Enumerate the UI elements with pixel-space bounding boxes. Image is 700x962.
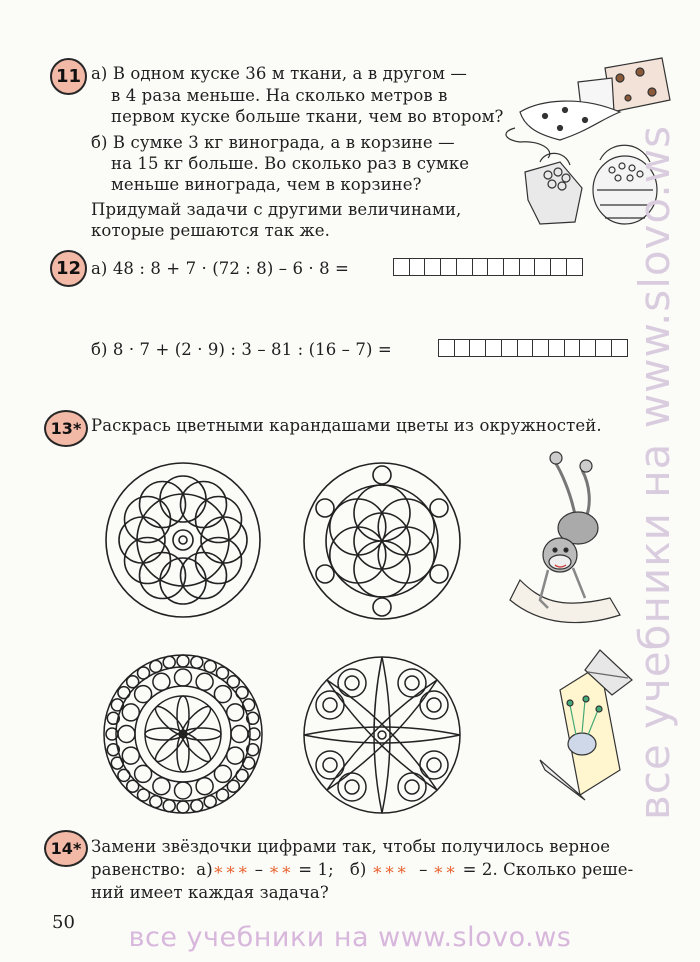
task-13-text: Раскрась цветными карандашами цветы из окружностей.: [91, 416, 602, 435]
task-12a-expression: а) 48 : 8 + 7 · (72 : 8) – 6 · 8 =: [91, 259, 349, 278]
center-flower: [145, 696, 221, 772]
task-11b-line2: на 15 кг больше. Во сколько раз в сумке: [111, 154, 470, 173]
task-11a-line3: первом куске больше ткани, чем во втором?: [111, 107, 504, 126]
task-11b-line3: меньше винограда, чем в корзине?: [111, 175, 422, 194]
equation-result: = 2. Сколько реше-: [457, 860, 634, 879]
task-14-line3: ний имеет каждая задача?: [91, 883, 329, 902]
watermark-vertical: все учебники на www.slovo.ws: [630, 125, 679, 820]
monkey-illustration: [510, 452, 620, 623]
stars-placeholder: ∗∗: [432, 860, 458, 879]
stars-placeholder: ∗∗∗: [371, 860, 409, 879]
task-14-line1: Замени звёздочки цифрами так, чтобы получилось верное: [91, 837, 611, 856]
bag-illustration: [525, 153, 582, 224]
mandala-top-left: [106, 463, 260, 617]
stars-placeholder: ∗∗: [268, 860, 293, 879]
task-11b-line1: б) В сумке 3 кг винограда, а в корзине —: [91, 133, 455, 152]
task-11a-line2: в 4 раза меньше. На сколько метров в: [111, 86, 448, 105]
equation-label: равенство: а): [91, 860, 213, 879]
task-11c-line1: Придумай задачи с другими величинами,: [91, 200, 462, 219]
task-number-badge: 12: [50, 250, 87, 287]
task-11c-line2: которые решаются так же.: [91, 221, 331, 240]
task-11a-line1: а) В одном куске 36 м ткани, а в другом —: [91, 64, 467, 83]
pencil-box-illustration: [540, 650, 632, 800]
mandala-top-middle: [304, 463, 460, 619]
mandala-bottom-middle: [304, 657, 460, 813]
task-number-badge: 13*: [44, 410, 88, 447]
task-14-line2: [91, 860, 633, 879]
minus-sign: –: [408, 860, 433, 879]
answer-boxes-12b[interactable]: [438, 339, 626, 357]
stars-placeholder: ∗∗∗: [212, 860, 250, 879]
page-number: 50: [52, 912, 75, 933]
task-12b-expression: б) 8 · 7 + (2 · 9) : 3 – 81 : (16 – 7) =: [91, 340, 392, 359]
answer-boxes-12a[interactable]: [393, 258, 581, 276]
mandala-bottom-left: [104, 655, 262, 813]
task-number-badge: 14*: [44, 830, 88, 867]
minus-sign: –: [249, 860, 269, 879]
task-number-badge: 11: [50, 58, 87, 95]
watermark-bottom[interactable]: все учебники на www.slovo.ws: [128, 922, 572, 953]
equation-result: = 1; б): [292, 860, 372, 879]
